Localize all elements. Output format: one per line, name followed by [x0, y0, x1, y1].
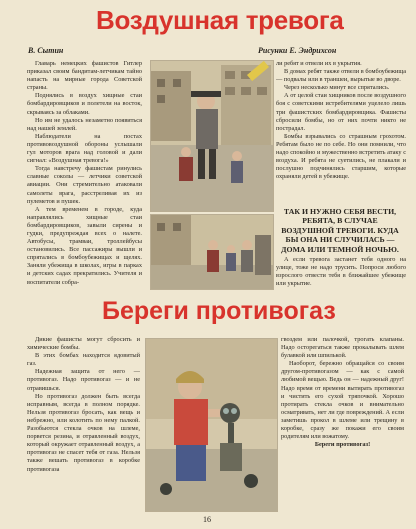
paragraph: Но противогаз должен быть всегда исправным, всегда в полном порядке. Нельзя противогаз бросать, как вещь и небрежно, или колотить по нему палкой. Разобьются стекла очков на шлеме, порвется резина, и отравленный воздух, который окружает отравленный воздух, а противогаз не спасет тебя от газа. Нельзя также вешать противогаз в коробке противогаза: [27, 392, 140, 473]
paragraph: Тогда навстречу фашистам ринулись славные соколы — летчики советской авиации. Они стремительно атаковали самолеты врага, расстреливая их из пулеметов и пушек.: [27, 165, 142, 205]
page-number: 16: [203, 515, 211, 524]
paragraph: Поднялись в воздух хищные стаи бомбардировщиков и полетели на восток, скрываясь за облаками.: [27, 92, 142, 116]
article-title: Береги противогаз: [102, 297, 336, 325]
article2-left-column: [27, 336, 140, 512]
paragraph: В этих бомбах находится ядовитый газ.: [27, 352, 140, 368]
article1-left-column: [27, 60, 142, 286]
paragraph: Но им не удалось незаметно появиться над нашей землей.: [27, 116, 142, 132]
closing-slogan: Береги противогаз!: [314, 441, 371, 449]
paragraph: Главарь немецких фашистов Гитлер приказал своим бандитам-летчикам тайно напасть на мирные города Советской страны.: [27, 60, 142, 92]
author-byline: В. Сытин: [28, 46, 64, 55]
paragraph: В домах ребят также отвели в бомбоубежища — подвалы или в траншеи, вырытые во дворе.: [276, 68, 406, 84]
air-raid-street-illustration: [150, 60, 274, 212]
callout-text: ТАК И НУЖНО СЕБЯ ВЕСТИ, РЕБЯТА, В СЛУЧАЕ ВОЗДУШНОЙ ТРЕВОГИ. КУДА БЫ ОНА НИ СЛУЧИЛАСЬ — ДОМА ИЛИ ТЕМНОЙ НОЧЬЮ.: [281, 207, 399, 254]
paragraph: Наоборот, бережно обращайся со своим другом-противогазом — как с самой любимой вещью. Ведь он — надежный друг! Надо время от времени вытирать противогаз и чистить его сухой тряпочкой. Хорошо протирать стекла очков и внимательно осматривать, нет ли где повреждений. А если заметишь прокол в шлеме или трещину в коробке, сразу же покажи его своим родителям или вожатому.: [281, 360, 404, 441]
paragraph: А если тревога застанет тебя одного на улице, тоже не надо трусить. Попроси любого взрослого отвести тебя в ближайшее убежище или укрытие.: [276, 256, 406, 288]
article1-right-column: [276, 60, 406, 206]
article2-right-column: [281, 336, 404, 512]
paragraph: ли ребят и отвели их в укрытия.: [276, 60, 362, 67]
article1-closing-column: [276, 256, 406, 292]
gas-mask-illustration: [145, 338, 278, 512]
article-title: Воздушная тревога: [96, 5, 344, 35]
illustrator-byline: Рисунки Е. Эндрихсон: [258, 46, 337, 55]
paragraph: Через несколько минут все спрятались.: [284, 84, 390, 92]
paragraph: А тем временем в городе, куда направлялись хищные стаи бомбардировщиков, завыли сирены и гудки, предупреждая всех о налете. Автобусы, трамваи, троллейбусы остановились. Все пассажиры вышли и спрятались в бомбоубежищах и щелях. Заняли убежища в школах, игры в парках и детских садах прекратились. Учителя и воспитатели собра-: [27, 205, 142, 286]
shelter-children-illustration: [150, 214, 274, 290]
paragraph: А от целой стаи хищников после воздушного боя с советскими истребителями уцелело лишь три фашистских бомбардировщика. Фашисты сбросили бомбы, но от них почти никто не пострадал.: [276, 92, 406, 132]
paragraph: гвоздем или палочкой, трогать клапаны. Надо осторегаться также прокалывать шлем булавкой или шпилькой.: [281, 336, 404, 360]
paragraph: Наблюдатели на постах противовоздушной обороны услышали гул моторов врага над головой и дали сигнал: «Воздушная тревога!»: [27, 132, 142, 165]
paragraph: Дикие фашисты могут сбросить и химические бомбы.: [27, 336, 140, 352]
paragraph: Надежная защита от него — противогаз. Надо противогаз — и не отравишься.: [27, 368, 140, 392]
paragraph: Бомбы взрывались со страшным грохотом. Ребятам было не по себе. Но они помнили, что надо спокойно и мужественно встретить атаку с воздуха. И ребята не суетились, не плакали и послушно подчинялись старшим, которые охраняли детей в убежище.: [276, 132, 406, 181]
